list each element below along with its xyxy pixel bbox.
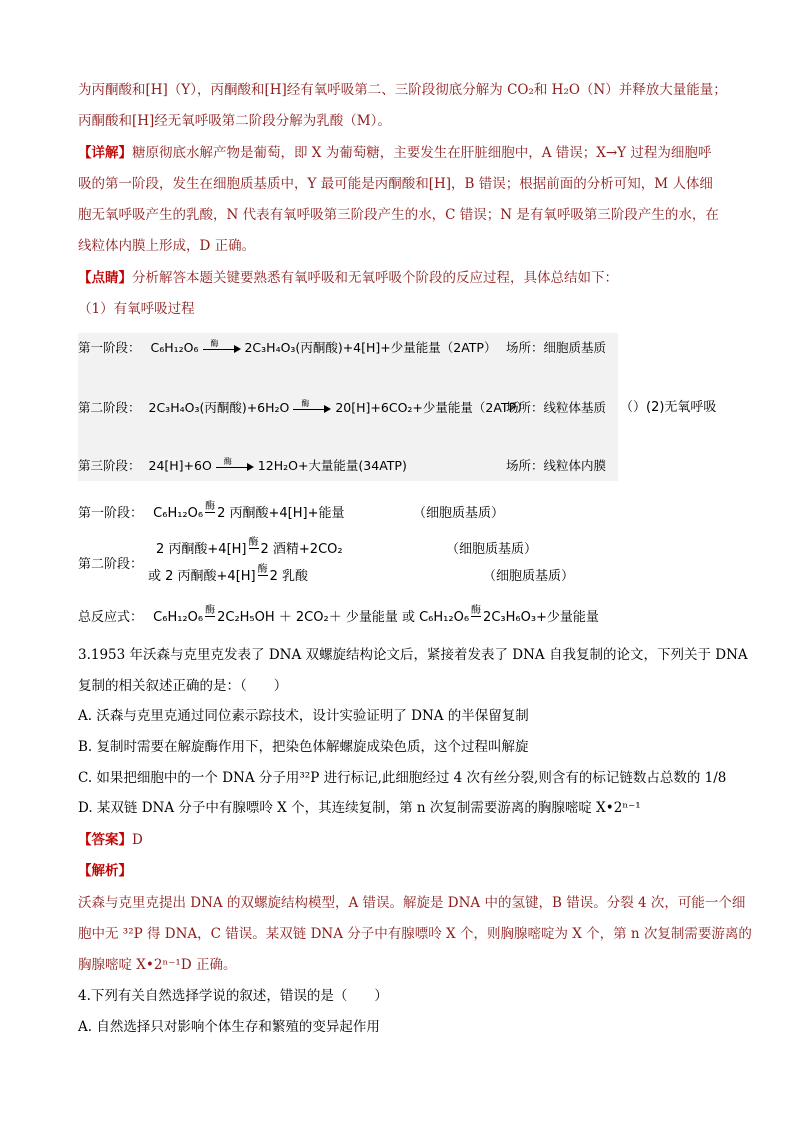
aerobic-s1-label: 第一阶段： [78, 340, 141, 355]
anaerobic-s2b-place: （细胞质基质） [483, 569, 575, 584]
aerobic-s2-place: 场所：线粒体基质 [506, 400, 607, 415]
total-middle: 2C₂H₅OH ＋ 2CO₂＋ 少量能量 或 C₆H₁₂O₆ [217, 610, 470, 625]
answer-tag: 【答案】 [78, 832, 132, 848]
detail-text-1: 糖原彻底水解产物是葡萄，即 X 为葡萄糖，主要发生在肝脏细胞中，A 错误；X→Y 过程为细胞呼 [132, 145, 712, 161]
anaerobic-s2a-product: 2 酒精+2CO₂ [260, 542, 343, 557]
enzyme-mark-icon: 酶 [471, 605, 482, 616]
q3-option-c: C. 如果把细胞中的一个 DNA 分子用³²P 进行标记,此细胞经过 4 次有丝分裂,则含有的标记链数占总数的 1/8 [78, 770, 727, 786]
reaction-arrow-icon: 酶 [203, 343, 241, 355]
anaerobic-s1-product: 2 丙酮酸+4[H]+能量 [217, 506, 345, 521]
detail-line-2: 吸的第一阶段，发生在细胞质基质中，Y 最可能是丙酮酸和[H]，B 错误；根据前面的分析可知，M 人体细 [78, 176, 713, 192]
tip-paragraph [78, 268, 618, 288]
aerobic-subtitle: （1）有氧呼吸过程 [78, 301, 195, 317]
enzyme-mark-icon: 酶 [257, 564, 268, 575]
q4-option-a: A. 自然选择只对影响个体生存和繁殖的变异起作用 [78, 1019, 380, 1035]
anaerobic-s1-label: 第一阶段： [78, 506, 144, 521]
answer-value: D [132, 832, 143, 848]
total-reactant-1: C₆H₁₂O₆ [153, 610, 204, 625]
aerobic-stage-3 [78, 457, 407, 475]
aerobic-s1-place: 场所：细胞质基质 [506, 340, 607, 355]
detail-paragraph-line-1 [78, 143, 711, 163]
q3-option-b: B. 复制时需要在解旋酶作用下，把染色体解螺旋成染色质，这个过程叫解旋 [78, 739, 529, 755]
detail-line-4: 线粒体内膜上形成，D 正确。 [78, 238, 256, 254]
anaerobic-s2-label: 第二阶段： [78, 557, 144, 572]
aerobic-stage-1 [78, 339, 496, 357]
anaerobic-s1-reactant: C₆H₁₂O₆ [153, 506, 204, 521]
reaction-arrow-icon: 酶 [216, 461, 254, 473]
q3-answer [78, 830, 143, 850]
enzyme-mark-icon: 酶 [205, 501, 216, 512]
anaerobic-s2a-place: （细胞质基质） [446, 542, 538, 557]
tip-text: 分析解答本题关键要熟悉有氧呼吸和无氧呼吸个阶段的反应过程，具体总结如下： [132, 270, 618, 286]
analysis-line-2: 丙酮酸和[H]经无氧呼吸第二阶段分解为乳酸（M）。 [78, 113, 391, 129]
aerobic-s2-reactant: 2C₃H₄O₃(丙酮酸)+6H₂O [148, 400, 290, 415]
aerobic-s3-place: 场所：线粒体内膜 [506, 458, 607, 473]
q3-option-d: D. 某双链 DNA 分子中有腺嘌呤 X 个，其连续复制，第 n 次复制需要游离的胸腺嘧啶 X•2ⁿ⁻¹ [78, 800, 641, 816]
aerobic-s2-label: 第二阶段： [78, 400, 141, 415]
anaerobic-s2a-reactant: 2 丙酮酸+4[H] [156, 542, 247, 557]
total-label: 总反应式： [78, 610, 144, 625]
total-reaction [78, 605, 599, 627]
aerobic-s3-reactant: 24[H]+6O [148, 458, 212, 473]
aerobic-s2-product: 20[H]+6CO₂+少量能量（2ATP） [335, 400, 529, 415]
q3-analysis-line-3: 胸腺嘧啶 X•2ⁿ⁻¹D 正确。 [78, 957, 237, 973]
anaerobic-s2b-reactant: 或 2 丙酮酸+4[H] [148, 569, 256, 584]
detail-tag: 【详解】 [78, 145, 132, 161]
q3-option-a: A. 沃森与克里克通过同位素示踪技术，设计实验证明了 DNA 的半保留复制 [78, 708, 529, 724]
anaerobic-s2b-product: 2 乳酸 [269, 569, 309, 584]
aerobic-s1-product: 2C₃H₄O₃(丙酮酸)+4[H]+少量能量（2ATP） [244, 340, 497, 355]
anaerobic-stage-2a [156, 537, 343, 559]
q3-analysis-line-1: 沃森与克里克提出 DNA 的双螺旋结构模型，A 错误。解旋是 DNA 中的氢键，B 错误。分裂 4 次，可能一个细 [78, 895, 746, 911]
q3-analysis-heading [78, 861, 132, 881]
tip-tag: 【点睛】 [78, 270, 132, 286]
analysis-line-1: 为丙酮酸和[H]（Y），丙酮酸和[H]经有氧呼吸第二、三阶段彻底分解为 CO₂和 H₂O（N）并释放大量能量； [78, 82, 727, 98]
enzyme-mark-icon: 酶 [205, 605, 216, 616]
aerobic-s3-label: 第三阶段： [78, 458, 141, 473]
analysis-tag: 【解析】 [78, 863, 132, 879]
reaction-arrow-icon: 酶 [293, 403, 331, 415]
anaerobic-stage-2b [148, 564, 309, 586]
anaerobic-subtitle: （）(2)无氧呼吸 [620, 400, 717, 415]
q3-stem-line-1: 3.1953 年沃森与克里克发表了 DNA 双螺旋结构论文后，紧接着发表了 DNA 自我复制的论文，下列关于 DNA [78, 647, 748, 663]
q4-stem: 4.下列有关自然选择学说的叙述，错误的是（ ） [78, 988, 388, 1004]
q3-stem-line-2: 复制的相关叙述正确的是：（ ） [78, 678, 288, 694]
aerobic-s1-reactant: C₆H₁₂O₆ [150, 340, 199, 355]
total-product-2: 2C₃H₆O₃+少量能量 [483, 610, 599, 625]
anaerobic-s1-place: （细胞质基质） [413, 506, 505, 521]
aerobic-s3-product: 12H₂O+大量能量(34ATP) [257, 458, 407, 473]
q3-analysis-line-2: 胞中无 ³²P 得 DNA，C 错误。某双链 DNA 分子中有腺嘌呤 X 个，则胸腺嘧啶为 X 个，第 n 次复制需要游离的 [78, 926, 752, 942]
enzyme-mark-icon: 酶 [248, 537, 259, 548]
aerobic-stage-2 [78, 399, 529, 417]
detail-line-3: 胞无氧呼吸产生的乳酸，N 代表有氧呼吸第三阶段产生的水，C 错误；N 是有氧呼吸第三阶段产生的水，在 [78, 207, 719, 223]
anaerobic-stage-1 [78, 501, 345, 523]
